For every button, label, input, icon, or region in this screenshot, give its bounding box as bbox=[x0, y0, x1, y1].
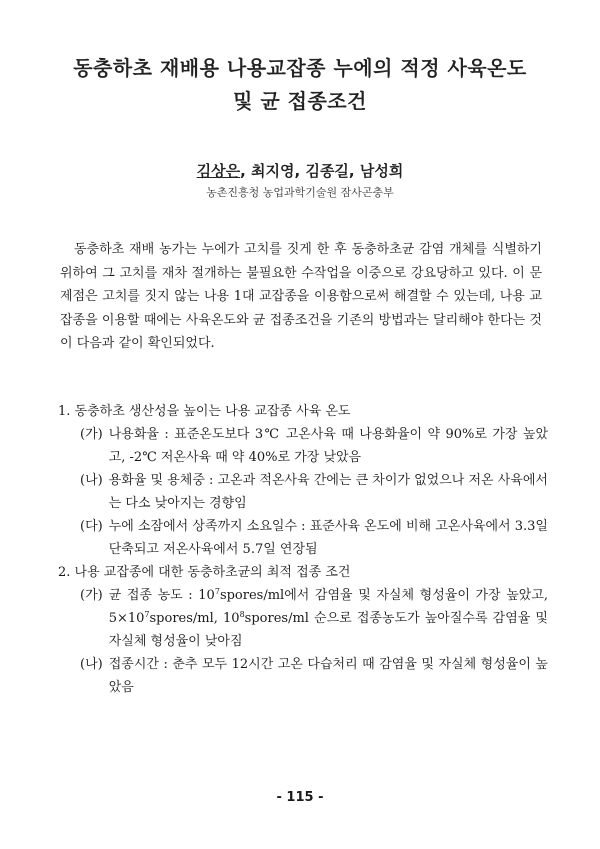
section-2-heading: 2. 나용 교잡종에 대한 동충하초균의 최적 접종 조건 bbox=[58, 565, 351, 580]
exponent: 8 bbox=[239, 610, 245, 619]
section-1-heading: 1. 동충하초 생산성을 높이는 나용 교잡종 사육 온도 bbox=[58, 404, 351, 419]
co-authors: , 최지영, 김종길, 남성희 bbox=[240, 162, 404, 180]
abstract-paragraph: 동충하초 재배 농가는 누에가 고치를 짓게 한 후 동충하초균 감염 개체를 식별하기 위하여 그 고치를 재차 절개하는 불필요한 수작업을 이중으로 강요당하고 있다. 이 문제점은 고치를 짓지 않는 나용 1대 교잡종을 이용함으로써 해결할 수 있는데, 나용 교잡종을 이용할 때에는 사육온도와 균 접종조건을 기존의 방법과는 달리해야 한다는 것이 다음과 같이 확인되었다. bbox=[60, 242, 542, 351]
section-2-item-b bbox=[80, 653, 548, 699]
section-1-item-a bbox=[80, 423, 548, 469]
text-part: spores/ml 순으로 접종농도가 높아질수록 감염율 및 자실체 형성율이 낮아짐 bbox=[108, 611, 548, 649]
item-text: 나용화율 : 표준온도보다 3℃ 고온사육 때 나용화율이 약 90%로 가장 높았고, -2℃ 저온사육 때 약 40%로 가장 낮았음 bbox=[108, 427, 548, 465]
item-text: 용화율 및 용체중 : 고온과 적온사육 간에는 큰 차이가 없었으나 저온 사육에서는 다소 낮아지는 경향임 bbox=[108, 473, 548, 511]
item-marker: (나) bbox=[80, 473, 103, 488]
item-marker: (다) bbox=[80, 519, 103, 534]
author-list bbox=[0, 160, 600, 181]
text-part: spores/ml, 10 bbox=[149, 611, 240, 626]
item-text: 누에 소잠에서 상족까지 소요일수 : 표준사육 온도에 비해 고온사육에서 3.3일 단축되고 저온사육에서 5.7일 연장됨 bbox=[108, 519, 548, 557]
section-2-item-a bbox=[80, 584, 548, 653]
item-text bbox=[109, 584, 548, 653]
results-list bbox=[58, 400, 548, 699]
exponent: 7 bbox=[214, 587, 220, 596]
first-author: 김상은 bbox=[196, 162, 241, 180]
item-marker: (가) bbox=[80, 588, 103, 603]
exponent: 7 bbox=[144, 610, 150, 619]
title-line-1: 동충하초 재배용 나용교잡종 누에의 적정 사육온도 bbox=[73, 56, 527, 80]
title-line-2: 및 균 접종조건 bbox=[233, 89, 367, 113]
item-marker: (가) bbox=[80, 427, 103, 442]
abstract bbox=[60, 238, 542, 356]
item-text: 접종시간 : 춘추 모두 12시간 고온 다습처리 때 감염율 및 자실체 형성율이 높았음 bbox=[108, 657, 548, 695]
section-1-item-b bbox=[80, 469, 548, 515]
page-number: - 115 - bbox=[276, 790, 324, 805]
section-1-item-c bbox=[80, 515, 548, 561]
item-marker: (나) bbox=[80, 657, 103, 672]
text-part: 균 접종 농도 : 10 bbox=[108, 588, 215, 603]
affiliation: 농촌진흥청 농업과학기술원 잠사곤충부 bbox=[206, 186, 394, 199]
text-part: spores/ml에서 감염율 및 자실체 형성율이 가장 높았고, 5×10 bbox=[108, 588, 549, 626]
